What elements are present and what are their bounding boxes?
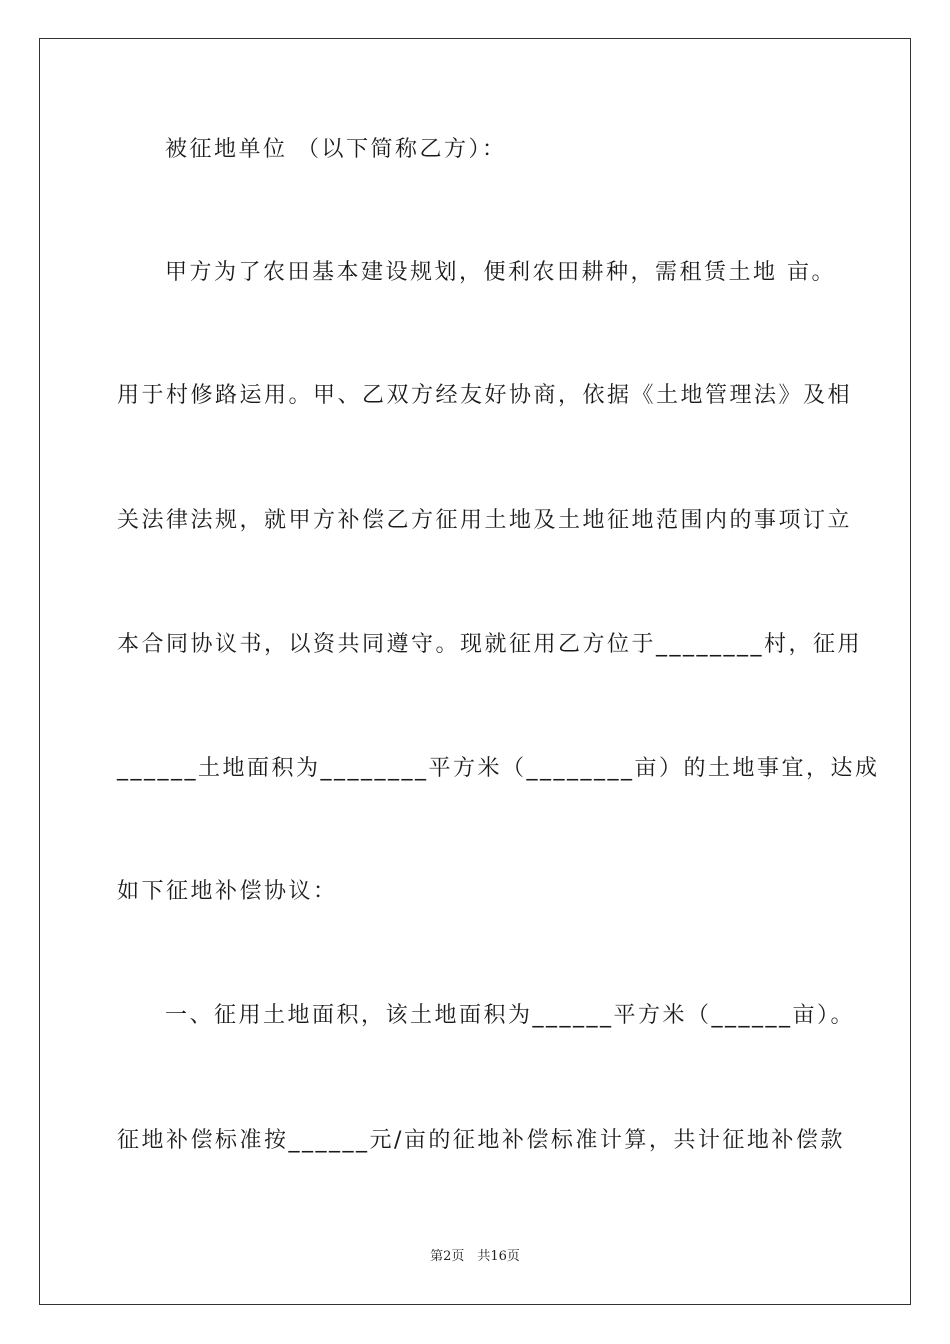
page-number-footer: 第2页 共16页 (430, 1249, 520, 1264)
text-line-5: 本合同协议书，以资共同遵守。现就征用乙方位于________村，征用 (117, 632, 863, 657)
page-border (39, 38, 911, 1305)
text-line-3: 用于村修路运用。甲、乙双方经友好协商，依据《土地管理法》及相 (117, 383, 853, 408)
text-line-1: 被征地单位 （以下简称乙方）： (165, 137, 507, 162)
text-line-2: 甲方为了农田基本建设规划，便利农田耕种，需租赁土地 亩。 (165, 260, 836, 285)
text-line-6: ______土地面积为________平方米（________亩）的土地事宜，达成 (117, 756, 880, 781)
text-line-8: 一、征用土地面积，该土地面积为______平方米（______亩）。 (165, 1003, 856, 1028)
text-line-4: 关法律法规，就甲方补偿乙方征用土地及土地征地范围内的事项订立 (117, 508, 853, 533)
text-line-9: 征地补偿标准按______元/亩的征地补偿标准计算，共计征地补偿款 (117, 1128, 845, 1153)
text-line-7: 如下征地补偿协议： (117, 879, 338, 904)
